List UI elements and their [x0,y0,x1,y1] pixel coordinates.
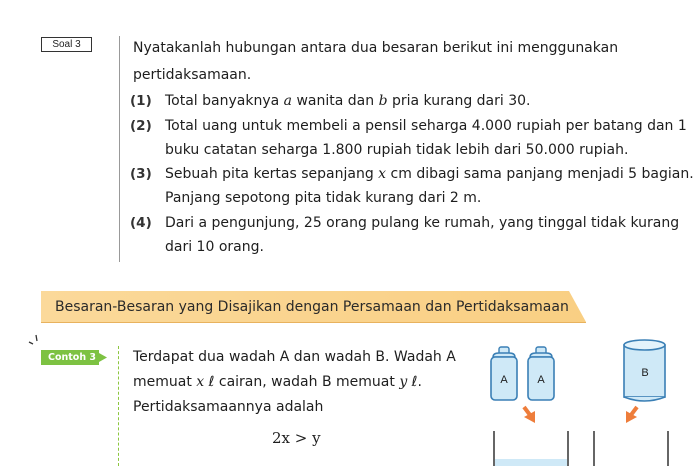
item-number: (4) [130,215,152,231]
contoh-label-text: Contoh 3 [48,352,97,363]
container-illustration [484,335,700,466]
arrow-down-left-icon [626,407,637,423]
soal-intro: Nyatakanlah hubungan antara dua besaran berikut ini menggunakan pertidaksamaan. [133,40,619,83]
cylinder-b [624,340,665,401]
item-text: Total banyaknya a wanita dan b pria kurang dari 30. [165,93,531,109]
contoh-label [41,350,107,366]
soal-label: Soal 3 [41,37,92,52]
inequality: 2x > y [272,429,321,447]
item-number: (1) [130,93,152,109]
arrow-down-right-icon [524,407,535,423]
item-number: (3) [130,166,152,182]
beaker-left [494,431,568,466]
svg-text:A: A [500,374,508,386]
item-text: Dari a pengunjung, 25 orang pulang ke rumah, yang tinggal tidak kurang dari 10 orang. [165,215,680,255]
contoh-text: Terdapat dua wadah A dan wadah B. Wadah A memuat x ℓ cairan, wadah B memuat y ℓ. Pertidaksamaannya adalah [133,349,456,415]
section-banner [41,291,586,323]
bottle-a-1 [491,347,517,400]
svg-text:A: A [537,374,545,386]
item-text: Sebuah pita kertas sepanjang x cm dibagi sama panjang menjadi 5 bagian. Panjang sepotong pita tidak kurang dari 2 m. [165,166,694,206]
contoh-divider [118,346,119,466]
soal-divider [119,36,120,262]
item-text: Total uang untuk membeli a pensil seharga 4.000 rupiah per batang dan 1 buku catatan seharga 1.800 rupiah tidak lebih dari 50.000 rupiah. [165,118,687,158]
bottle-a-2 [528,347,554,400]
svg-text:B: B [641,367,649,379]
section-title: Besaran-Besaran yang Disajikan dengan Persamaan dan Pertidaksamaan [55,299,569,315]
item-number: (2) [130,118,152,134]
beaker-right [594,431,668,466]
sparkle-icon [27,333,43,347]
